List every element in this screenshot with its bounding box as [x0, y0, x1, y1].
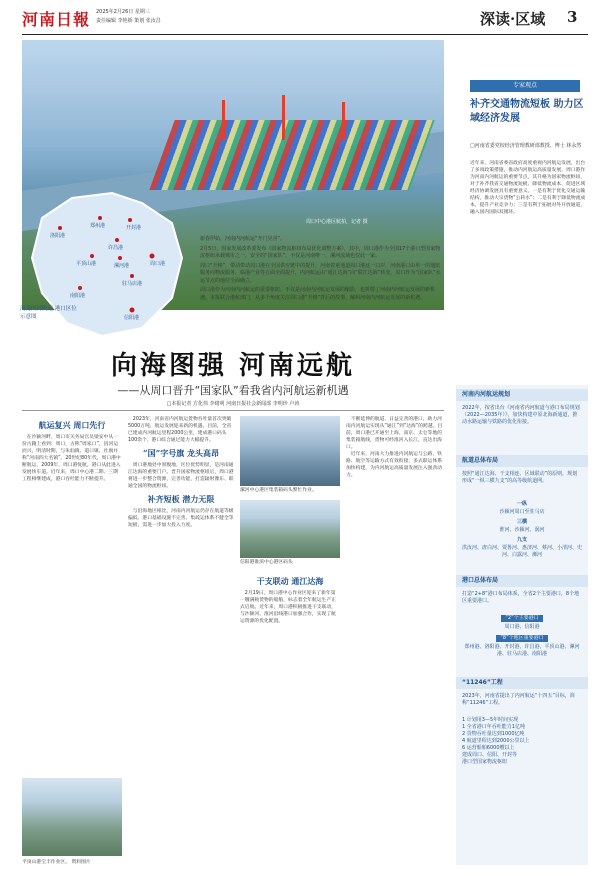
map-city-label: 信阳港 [124, 315, 140, 321]
map-city-label: 许昌港 [108, 245, 124, 251]
crane-shape [222, 100, 225, 140]
sidebar-label: 九支 [516, 537, 527, 543]
sidebar-title: “11246”工程 [456, 677, 588, 689]
photo-caption: 平顶山港宝丰作业区。 资料图片 [22, 860, 91, 865]
sidebar-tag-row [462, 635, 582, 642]
intro-text [200, 236, 444, 304]
sidebar-title: 河南内河航运规划 [456, 389, 588, 401]
sidebar-subheading [462, 537, 582, 544]
sidebar-title: 港口总体布局 [456, 575, 588, 587]
map-city-label: 洛阳港 [50, 233, 66, 239]
newspaper-logo: 河南日報 [22, 10, 91, 29]
section-heading: 补齐短板 潜力无限 [147, 494, 215, 504]
map-city-label: 南阳港 [70, 293, 86, 299]
sidebar-value: 周口港、信阳港 [504, 624, 540, 630]
sidebar-value: 淮河、沙颍河、涡河 [499, 527, 545, 533]
sidebar-subheading [462, 519, 582, 526]
expert-author: □河南省委党校经济管理教研部教授、博士 林永然 [470, 143, 582, 149]
map-caption: 河南内河航运 港口区位示意图 [20, 306, 77, 320]
map-city-label: 平顶山港 [76, 261, 97, 267]
sidebar-value: 洪汝河、唐白河、贾鲁河、惠济河、蔡河、小清河、史河、白露河、浉河 [462, 545, 583, 558]
section-heading: 航运复兴 周口先行 [38, 420, 106, 430]
article-paragraph: 2023年，河南省内河航运货物吞吐量首次突破5000万吨，航运发展迎来新的机遇。目前，全省已建成内河航运里程2000公里，建成港口码头100余个，港口综合通过能力大幅提升。 [128, 417, 232, 443]
container-dock-shape [149, 120, 434, 190]
sidebar-list-item: 2 货物吞吐量达到1000亿吨 [462, 731, 525, 737]
byline: □本报记者 方化伟 李绪明 河南日报社会新闻部 李明珍 卢涛 [166, 401, 300, 407]
article-paragraph: 不断延伸的航道、日益完善的港口，助力河南内河航运实现从“通江”到“达海”的跨越。目前，周口港已开通至上海、南京、太仓等地的集装箱航线，货物可经淮河入长江，直达出海口。 [346, 417, 443, 450]
article-paragraph: 2月19日，周口港中心作业区迎来了新年第一艘满载货物的船舶，标志着全年航运生产正式启航。近年来，周口港积极推进干支联动，与沙颍河、淮河沿线港口加强合作，实现了航运资源的优化配置。 [240, 591, 336, 624]
article-paragraph: 周口港地处中原腹地，区位优势明显，是河南通江达海的重要门户。晋升国家物流枢纽后，周口港将进一步整合资源，完善功能，打造辐射豫东、联通全国的物流枢纽。 [128, 463, 234, 489]
sidebar-subheading [462, 501, 582, 508]
sidebar-value: 沙颍河周口至驻马店 [499, 509, 545, 515]
sidebar-list [462, 717, 582, 766]
crane-shape [282, 95, 285, 140]
sidebar-tag: “8”个地区重要港口 [496, 635, 547, 642]
page-number: 3 [567, 8, 578, 26]
photo-caption: 信阳港淮滨中心港区码头 [240, 560, 293, 565]
sidebar-paragraph: 打造“2+8”港口布局体系，全省2个主要港口，8个地区重要港口。 [462, 591, 580, 604]
sidebar-list-item: 港口型国家物流枢纽 [462, 759, 508, 765]
map-city-label: 漯河港 [114, 263, 130, 269]
hero-caption: 周口中心港区航拍，记者 摄 [306, 219, 368, 225]
crane-shape [342, 102, 345, 140]
intro-paragraph: 2月5日，国家发展改革委发布《国家物流枢纽布局优化调整方案》，其中，周口港作为全国17个港口型国家物流枢纽承载城市之一，安全的“国家队”，不仅是河南唯一，漯河流域也仅此一家。 [200, 245, 441, 259]
map-city-label: 郑州港 [90, 223, 106, 229]
map-city-label: 开封港 [126, 225, 142, 231]
sidebar-title: 航道总体布局 [456, 455, 588, 467]
map-city-label: 周口港 [150, 261, 166, 267]
article-paragraph: 在沙颍河畔，周口市关务局官员梁安中从一份古籍上看到：周口，古称“周家口”，因河运而兴，明清时期，与朱仙镇、道口镇、社旗并称“河南四大名镇”。20世纪80年代，周口港中断航运，2009年，周口港复航，港口从此进入发展快车道。近年来，周口中心港二期、三期工程相继建成，港口吞吐能力不断提升。 [22, 435, 121, 482]
editor-credit: 责任编辑 李艳娇 策划 张汝昌 [96, 18, 161, 24]
luohe-port-photo [240, 416, 340, 486]
sidebar-value: 郑州港、洛阳港、开封港、许昌港、平顶山港、漯河港、驻马店港、南阳港 [464, 644, 580, 657]
sidebar-tag-row [462, 615, 582, 622]
intro-paragraph: 新春伊始，河南内河航运“开门见喜”。 [200, 236, 286, 242]
masthead [0, 0, 609, 40]
expert-tag: 专家观点 [470, 80, 580, 92]
article-column-4 [346, 416, 444, 866]
sidebar-panel [456, 385, 588, 865]
expert-body: 近年来，河南省委省政府高度重视内河航运发展，出台了多项政策措施，推动内河航运高质量发展。周口港作为河南内河航运的重要节点，其升格为国家物流枢纽，对于补齐我省交通物流短板、降低物流成本、促进区域经济协调发展具有重要意义。一是有利于优化交通运输结构，推动大宗货物“公转水”；二是有利于降低物流成本，提升产业竞争力；三是有利于拓展对外开放通道，融入国内国际双循环。 [470, 161, 586, 215]
sidebar-label: 三横 [516, 519, 527, 525]
article-paragraph: 与沿海地区相比，河南内河航运仍存在航道等级偏低、港口基础设施不完善、集疏运体系不健全等短板，需进一步加大投入力度。 [128, 509, 234, 528]
sidebar-list-item: 1 全省港口年吞吐能力1亿吨 [462, 724, 525, 730]
sidebar-paragraph: 按照“通江达海、干支相连、区域联动”的原则，规划形成“一纵三横九支”的高等级航道网。 [462, 471, 578, 484]
section-heading: “国”字号旗 龙头高昂 [143, 448, 219, 458]
headline-rule [22, 410, 444, 411]
sidebar-list-item: 4 航道里程达到2000公里以上 [462, 738, 530, 744]
sidebar-label: 一纵 [516, 501, 527, 507]
main-headline: 向海图强 河南远航 [110, 351, 356, 381]
sidebar-list-item: 1 计划用3—5年时间实现 [462, 717, 519, 723]
intro-paragraph: 周口“升格”，带动带动周口港在全国供应链中的提升。河南着重通道周口港这一口岸，河南港口由单一的通航服务向物流服务、临港产业等方面全面提升，内河航运由“通江达海”向“联江达海”转变，周口作为“国家队”水运节点的地位全面确立。 [200, 262, 441, 284]
sidebar-list-item: 建成周口、信阳、开封等 [462, 752, 518, 758]
article-column-1 [22, 416, 122, 776]
article-column-2 [128, 416, 234, 866]
section-title: 深读·区域 [480, 10, 546, 28]
intro-paragraph: 周口港作为河南内河航运的重要枢纽，不仅是河南内河航运发展的缩影，也折射了河南内河航运发展的新机遇，本报联合港航部门，从多个角度关注周口港“升格”背后的故事，解码河南内河航运发展的新机遇。 [200, 287, 436, 301]
article-column-3 [240, 572, 340, 862]
sidebar-paragraph: 2022年，按省出台《河南省内河航道与港口布局规划（2022—2035年）》，加快构建中原北海新通道，推动水路运输与铁路的优化衔接。 [462, 405, 580, 425]
sidebar-paragraph: 2023年，河南省提出了内河航运“十四五”目标，简称“11246”工程。 [462, 693, 575, 706]
header-rule [22, 34, 588, 35]
issue-date: 2025年2月26日 星期三 [96, 9, 150, 15]
section-heading: 干支联动 通江达海 [256, 576, 324, 586]
photo-caption: 漯河中心港区集装箱码头繁忙作业。 [240, 488, 317, 493]
article-paragraph: 近年来，河南大力推进内河航运与公路、铁路、航空等运输方式有效衔接，多式联运体系加快构建，为内河航运高质量发展注入强劲动力。 [346, 452, 442, 478]
sidebar-tag: “2”个主要港口 [501, 615, 542, 622]
pingdingshan-port-photo [22, 778, 122, 856]
xinyang-port-photo [240, 500, 340, 558]
map-city-label: 驻马店港 [122, 281, 143, 287]
sub-headline: ——从周口晋升“国家队”看我省内河航运新机遇 [117, 384, 349, 397]
sidebar-list-item: 6 运营船舶6000艘以上 [462, 745, 515, 751]
expert-title: 补齐交通物流短板 助力区域经济发展 [470, 99, 584, 124]
